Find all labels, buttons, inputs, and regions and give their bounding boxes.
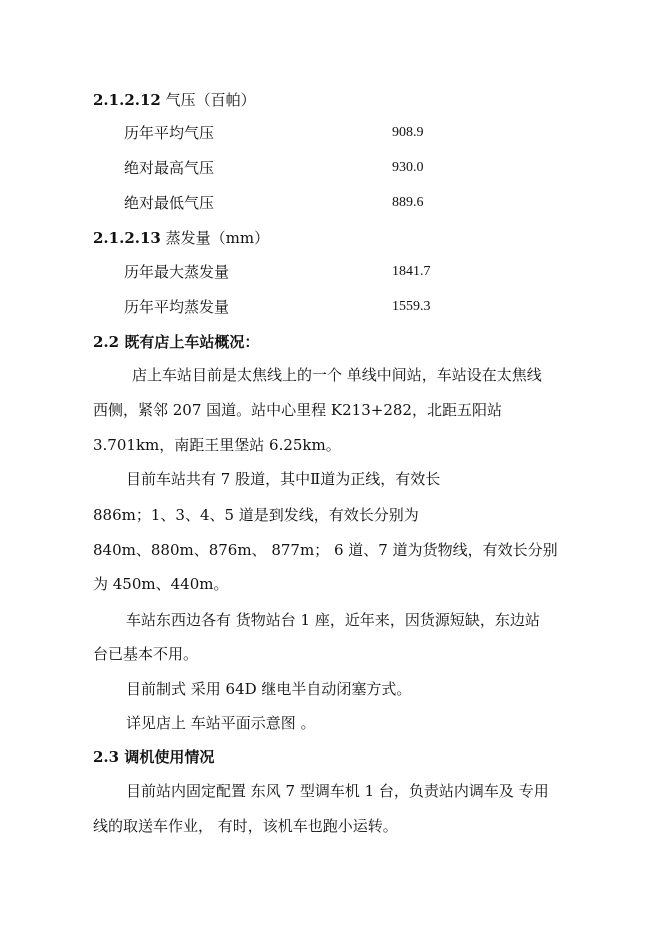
paragraph-line: 目前制式 采用 64D 继电半自动闭塞方式。 <box>126 680 412 698</box>
row-label: 绝对最低气压 <box>124 194 215 212</box>
paragraph-line: 886m；1、3、4、5 道是到发线，有效长分别为 <box>93 506 419 524</box>
row-label: 历年最大蒸发量 <box>124 263 230 281</box>
section-title: 蒸发量（mm） <box>160 229 270 247</box>
row-value: 889.6 <box>392 195 424 210</box>
paragraph-line: 为 450m、440m。 <box>93 575 229 593</box>
row-value: 1841.7 <box>392 264 431 279</box>
paragraph-line: 目前车站共有 7 股道，其中Ⅱ道为正线，有效长 <box>126 470 441 488</box>
row-value: 908.9 <box>392 125 424 140</box>
row-label: 绝对最高气压 <box>124 159 215 177</box>
row-value: 930.0 <box>392 160 424 175</box>
section-heading-2-3: 2.3 调机使用情况 <box>93 748 215 766</box>
section-number: 2.1.2.12 <box>93 91 161 109</box>
paragraph-line: 线的取送车作业， 有时，该机车也跑小运转。 <box>93 817 398 835</box>
section-title: 气压（百帕） <box>160 91 256 109</box>
paragraph-line: 店上车站目前是太焦线上的一个 单线中间站，车站设在太焦线 <box>132 366 542 384</box>
paragraph-line: 840m、880m、876m、 877m； 6 道、7 道为货物线，有效长分别 <box>93 541 558 559</box>
section-heading-2-1-2-13 <box>93 228 269 248</box>
paragraph-line: 西侧，紧邻 207 国道。站中心里程 K213+282，北距五阳站 <box>93 401 502 419</box>
row-label: 历年平均气压 <box>124 124 215 142</box>
paragraph-line: 详见店上 车站平面示意图 。 <box>126 714 316 732</box>
row-label: 历年平均蒸发量 <box>124 298 230 316</box>
row-value: 1559.3 <box>392 299 431 314</box>
paragraph-line: 台已基本不用。 <box>93 645 199 663</box>
section-heading-2-2: 2.2 既有店上车站概况： <box>93 333 260 351</box>
paragraph-line: 3.701km，南距王里堡站 6.25km。 <box>93 436 341 454</box>
section-heading-2-1-2-12 <box>93 90 256 110</box>
paragraph-line: 车站东西边各有 货物站台 1 座，近年来，因货源短缺，东边站 <box>126 611 540 629</box>
paragraph-line: 目前站内固定配置 东风 7 型调车机 1 台，负责站内调车及 专用 <box>126 782 549 800</box>
section-number: 2.1.2.13 <box>93 229 161 247</box>
